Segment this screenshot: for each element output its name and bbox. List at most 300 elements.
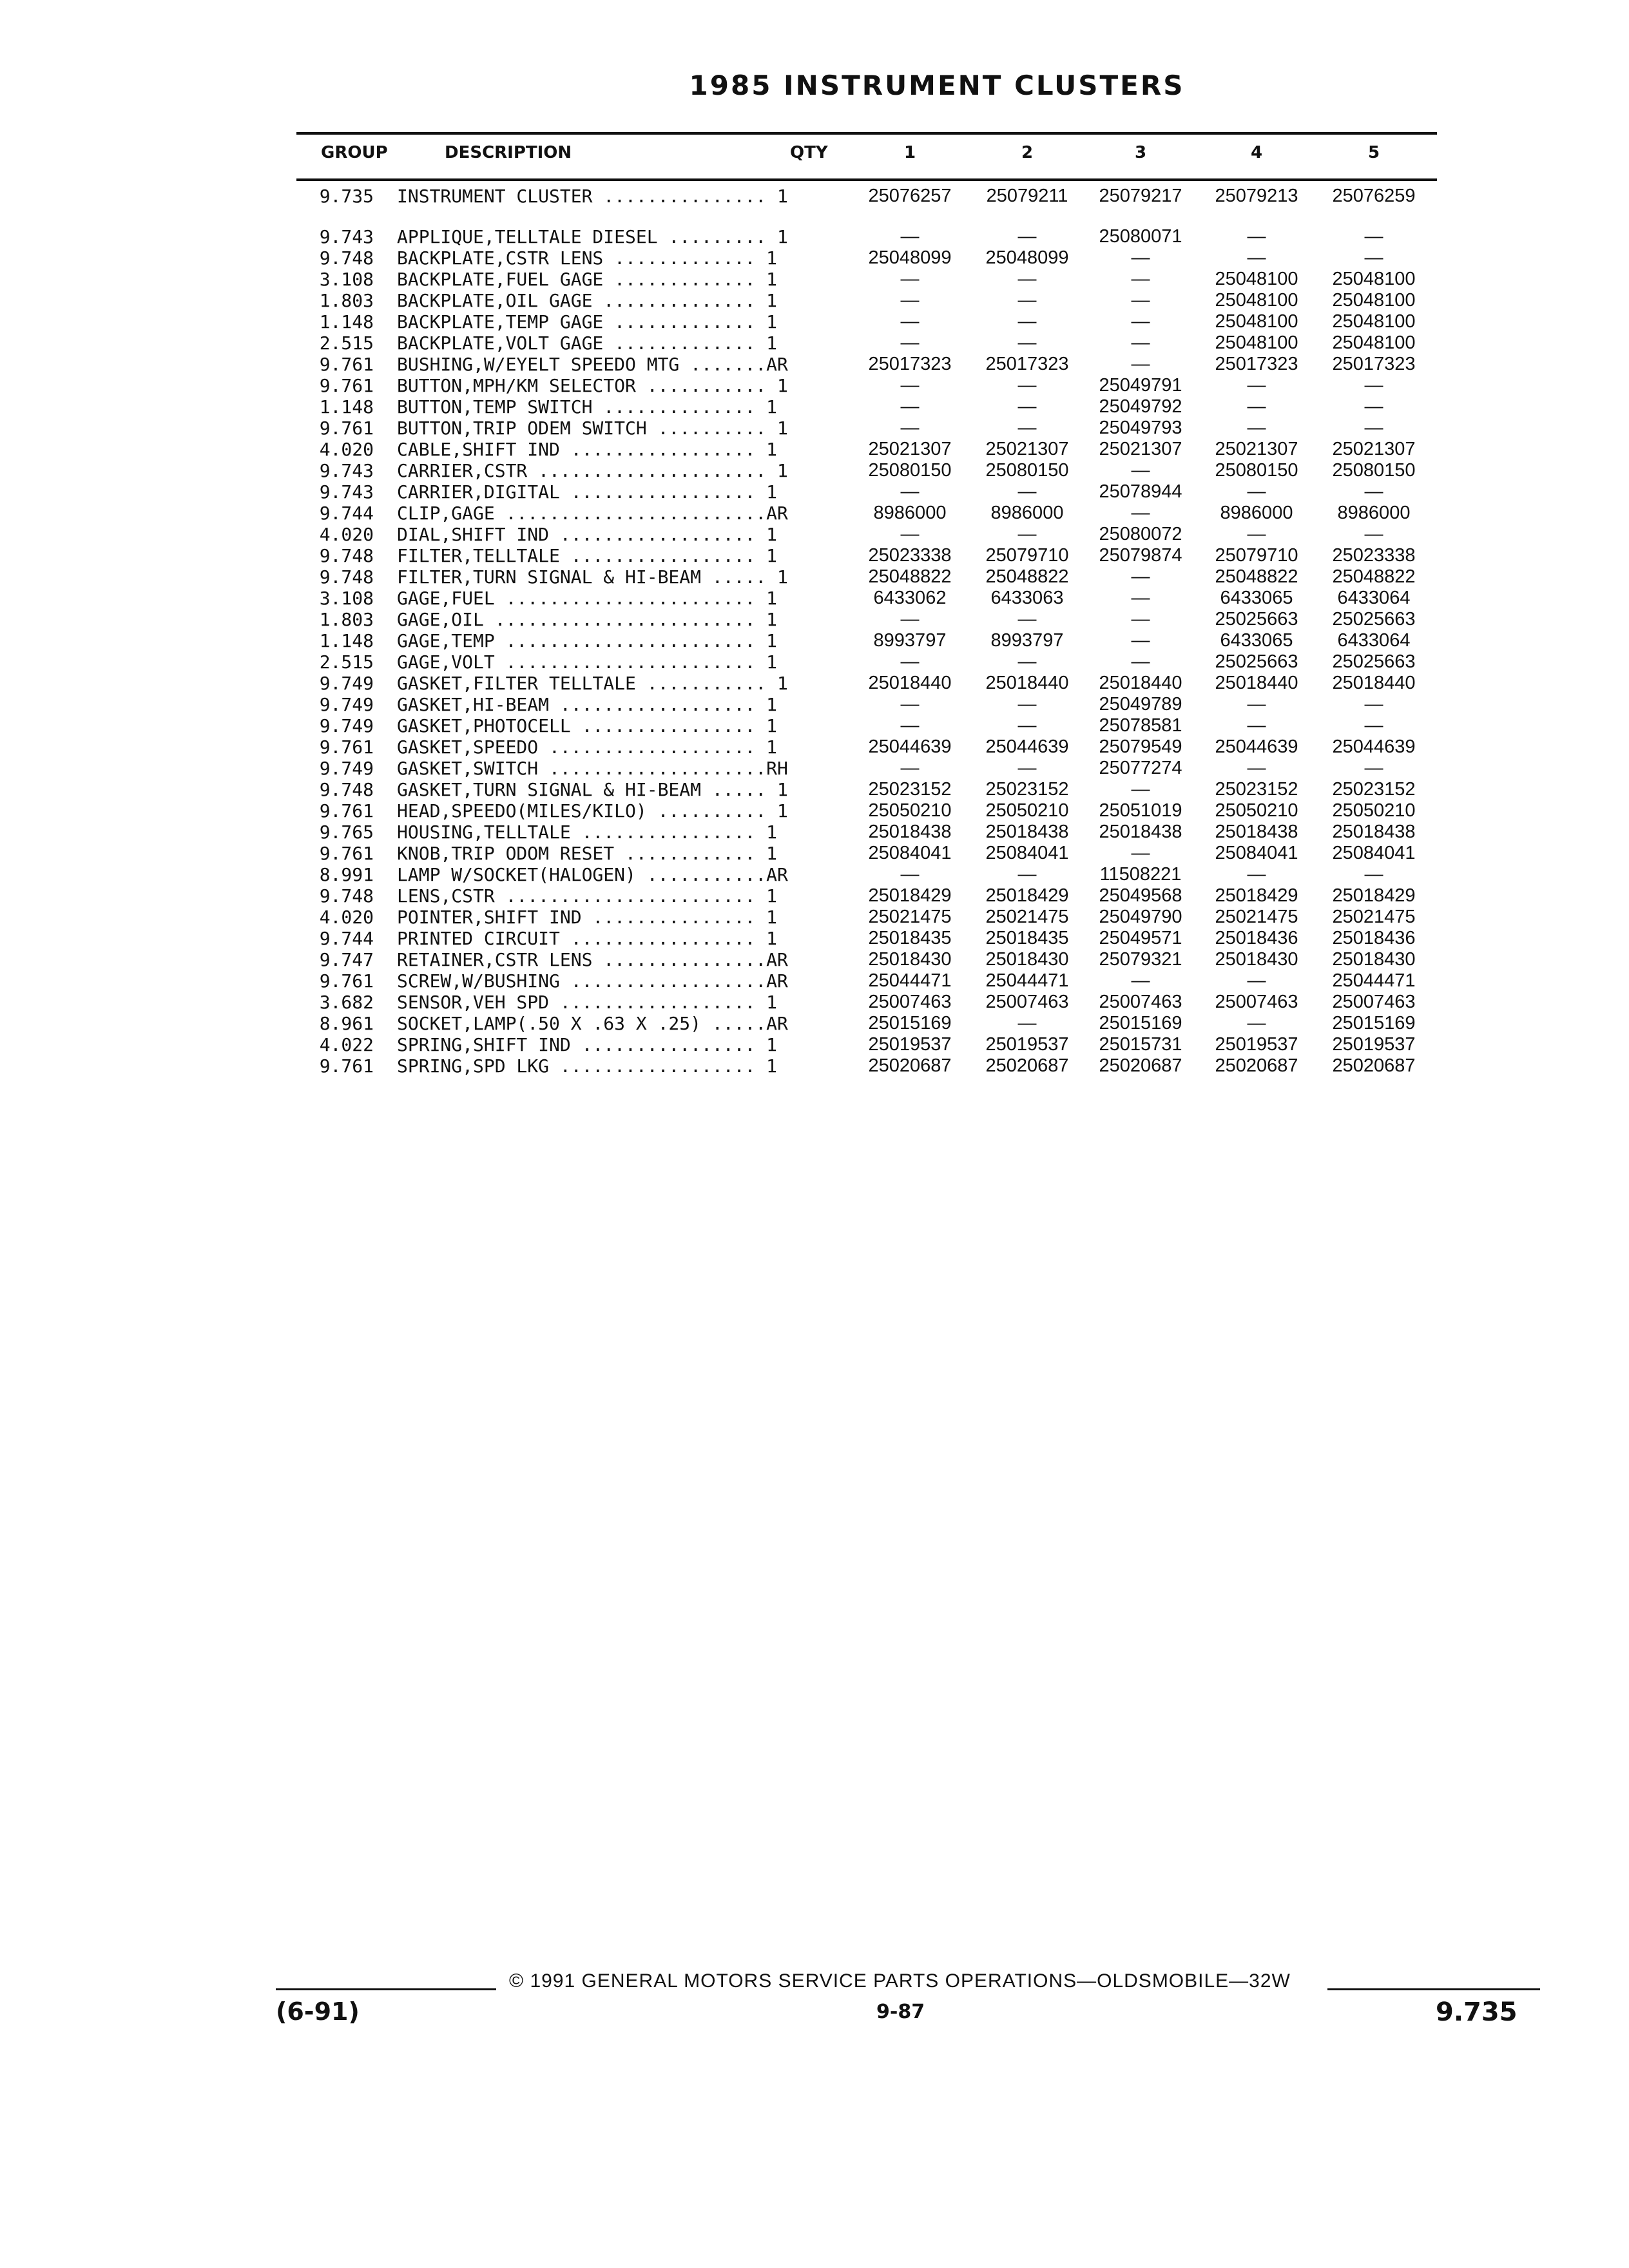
footer-group-number: 9.735 xyxy=(1436,1997,1518,2027)
part-number-col-4: 25018440 xyxy=(1215,673,1298,693)
part-number-col-3: — xyxy=(1131,651,1150,672)
part-number-col-1: 25044639 xyxy=(868,736,952,757)
part-number-col-4: 25048100 xyxy=(1215,269,1298,289)
group-number: 9.761 xyxy=(319,1055,374,1077)
part-number-col-2: 25050210 xyxy=(985,800,1069,821)
table-row xyxy=(0,1034,1629,1055)
part-number-col-1: 25007463 xyxy=(868,992,952,1012)
part-number-col-3: 25049789 xyxy=(1099,694,1182,715)
group-number: 1.148 xyxy=(319,630,374,651)
group-number: 9.743 xyxy=(319,460,374,481)
part-description: BUTTON,TRIP ODEM SWITCH .......... 1 xyxy=(397,418,788,439)
part-number-col-3: 25078581 xyxy=(1099,715,1182,736)
part-number-col-1: — xyxy=(900,758,920,778)
part-number-col-1: — xyxy=(900,269,920,289)
part-number-col-2: — xyxy=(1017,1013,1037,1033)
part-number-col-5: 25023338 xyxy=(1332,545,1416,566)
part-number-col-3: — xyxy=(1131,630,1150,651)
part-number-col-3: 25080071 xyxy=(1099,226,1182,247)
part-number-col-1: — xyxy=(900,290,920,311)
part-number-col-1: 25044471 xyxy=(868,970,952,991)
column-header-group: GROUP xyxy=(321,143,388,162)
part-number-col-5: 25025663 xyxy=(1332,651,1416,672)
group-number: 1.148 xyxy=(319,311,374,332)
table-row xyxy=(0,545,1629,566)
part-number-col-2: 25021307 xyxy=(985,439,1069,459)
part-number-col-4: 25084041 xyxy=(1215,843,1298,863)
group-number: 9.748 xyxy=(319,885,374,907)
part-number-col-3: — xyxy=(1131,970,1150,991)
part-number-col-1: — xyxy=(900,524,920,544)
part-number-col-3: — xyxy=(1131,354,1150,374)
part-number-col-2: — xyxy=(1017,758,1037,778)
part-number-col-2: 25079710 xyxy=(985,545,1069,566)
part-number-col-3: — xyxy=(1131,460,1150,481)
group-number: 8.991 xyxy=(319,864,374,885)
part-number-col-3: — xyxy=(1131,609,1150,629)
part-description: GAGE,VOLT ....................... 1 xyxy=(397,651,778,673)
part-number-col-2: — xyxy=(1017,418,1037,438)
part-description: CARRIER,DIGITAL ................. 1 xyxy=(397,481,778,503)
part-number-col-3: — xyxy=(1131,311,1150,332)
part-number-col-5: 25048100 xyxy=(1332,311,1416,332)
part-number-col-4: — xyxy=(1247,396,1266,417)
part-number-col-1: — xyxy=(900,864,920,885)
table-row xyxy=(0,460,1629,481)
column-header-3: 3 xyxy=(1134,143,1147,162)
part-number-col-3: 25007463 xyxy=(1099,992,1182,1012)
part-number-col-4: 25080150 xyxy=(1215,460,1298,481)
part-number-col-1: — xyxy=(900,481,920,502)
part-number-col-4: 25025663 xyxy=(1215,609,1298,629)
group-number: 9.748 xyxy=(319,779,374,800)
part-number-col-1: 25021475 xyxy=(868,907,952,927)
part-number-col-4: 25020687 xyxy=(1215,1055,1298,1076)
part-number-col-2: — xyxy=(1017,375,1037,396)
part-number-col-4: — xyxy=(1247,694,1266,715)
column-header-5: 5 xyxy=(1367,143,1380,162)
table-row xyxy=(0,949,1629,970)
part-number-col-4: 25021475 xyxy=(1215,907,1298,927)
part-number-col-1: 25023152 xyxy=(868,779,952,800)
part-number-col-2: — xyxy=(1017,651,1037,672)
part-number-col-3: — xyxy=(1131,247,1150,268)
part-number-col-1: 25018430 xyxy=(868,949,952,970)
part-number-col-5: 25044639 xyxy=(1332,736,1416,757)
group-number: 9.744 xyxy=(319,503,374,524)
part-number-col-5: 25023152 xyxy=(1332,779,1416,800)
part-number-col-4: 25018436 xyxy=(1215,928,1298,948)
column-header-description: DESCRIPTION xyxy=(445,143,572,162)
part-number-col-2: — xyxy=(1017,311,1037,332)
part-number-col-2: 25018438 xyxy=(985,822,1069,842)
part-number-col-3: — xyxy=(1131,290,1150,311)
part-number-col-3: 25049790 xyxy=(1099,907,1182,927)
part-number-col-1: 25018429 xyxy=(868,885,952,906)
part-number-col-5: 25048100 xyxy=(1332,269,1416,289)
part-number-col-5: 25050210 xyxy=(1332,800,1416,821)
table-row xyxy=(0,354,1629,375)
part-number-col-4: — xyxy=(1247,481,1266,502)
part-number-col-1: 8986000 xyxy=(873,503,947,523)
part-number-col-5: — xyxy=(1364,524,1383,544)
part-number-col-4: 25017323 xyxy=(1215,354,1298,374)
part-number-col-5: 25017323 xyxy=(1332,354,1416,374)
part-description: BACKPLATE,TEMP GAGE ............. 1 xyxy=(397,311,778,332)
part-number-col-2: — xyxy=(1017,609,1037,629)
table-row xyxy=(0,758,1629,779)
table-row xyxy=(0,843,1629,864)
part-number-col-4: 8986000 xyxy=(1220,503,1293,523)
table-row xyxy=(0,439,1629,460)
column-header-4: 4 xyxy=(1250,143,1263,162)
part-number-col-1: 25050210 xyxy=(868,800,952,821)
group-number: 9.761 xyxy=(319,354,374,375)
part-number-col-1: 25084041 xyxy=(868,843,952,863)
part-number-col-2: 25079211 xyxy=(986,186,1068,206)
part-description: SOCKET,LAMP(.50 X .63 X .25) .....AR xyxy=(397,1013,788,1034)
part-number-col-5: — xyxy=(1364,481,1383,502)
part-number-col-4: 25019537 xyxy=(1215,1034,1298,1055)
part-number-col-2: — xyxy=(1017,332,1037,353)
part-description: BACKPLATE,CSTR LENS ............. 1 xyxy=(397,247,778,269)
part-number-col-3: 25049793 xyxy=(1099,418,1182,438)
part-number-col-5: — xyxy=(1364,418,1383,438)
part-number-col-1: — xyxy=(900,651,920,672)
part-number-col-4: — xyxy=(1247,1013,1266,1033)
group-number: 1.148 xyxy=(319,396,374,418)
part-number-col-2: 25044471 xyxy=(985,970,1069,991)
part-number-col-1: 25076257 xyxy=(868,186,952,206)
part-number-col-4: — xyxy=(1247,524,1266,544)
part-number-col-1: 25018435 xyxy=(868,928,952,948)
part-number-col-5: 25025663 xyxy=(1332,609,1416,629)
group-number: 8.961 xyxy=(319,1013,374,1034)
part-number-col-4: 25048822 xyxy=(1215,566,1298,587)
group-number: 9.743 xyxy=(319,481,374,503)
table-row xyxy=(0,736,1629,758)
part-number-col-1: 25018438 xyxy=(868,822,952,842)
part-number-col-1: — xyxy=(900,694,920,715)
group-number: 4.020 xyxy=(319,907,374,928)
part-number-col-4: 25018430 xyxy=(1215,949,1298,970)
part-number-col-4: — xyxy=(1247,226,1266,247)
part-number-col-5: 6433064 xyxy=(1337,630,1411,651)
table-row xyxy=(0,694,1629,715)
group-number: 2.515 xyxy=(319,651,374,673)
part-number-col-2: 25044639 xyxy=(985,736,1069,757)
part-number-col-3: 25079874 xyxy=(1099,545,1182,566)
part-number-col-4: — xyxy=(1247,375,1266,396)
group-number: 3.682 xyxy=(319,992,374,1013)
part-number-col-2: 25020687 xyxy=(985,1055,1069,1076)
part-description: KNOB,TRIP ODOM RESET ............ 1 xyxy=(397,843,778,864)
group-number: 3.108 xyxy=(319,588,374,609)
part-description: INSTRUMENT CLUSTER ............... 1 xyxy=(397,186,788,207)
table-row xyxy=(0,186,1629,207)
part-number-col-2: 8993797 xyxy=(990,630,1064,651)
table-row xyxy=(0,1055,1629,1077)
table-row xyxy=(0,588,1629,609)
table-row xyxy=(0,779,1629,800)
part-description: BACKPLATE,VOLT GAGE ............. 1 xyxy=(397,332,778,354)
part-number-col-2: 25018435 xyxy=(985,928,1069,948)
part-number-col-5: — xyxy=(1364,758,1383,778)
part-description: GASKET,HI-BEAM .................. 1 xyxy=(397,694,778,715)
part-number-col-5: 25044471 xyxy=(1332,970,1416,991)
part-description: BACKPLATE,OIL GAGE .............. 1 xyxy=(397,290,778,311)
group-number: 9.761 xyxy=(319,843,374,864)
table-row xyxy=(0,247,1629,269)
header-top-rule xyxy=(296,132,1437,135)
table-row xyxy=(0,418,1629,439)
part-number-col-3: 25015731 xyxy=(1099,1034,1182,1055)
group-number: 9.744 xyxy=(319,928,374,949)
part-number-col-1: 25019537 xyxy=(868,1034,952,1055)
table-row xyxy=(0,1013,1629,1034)
part-number-col-4: 25044639 xyxy=(1215,736,1298,757)
part-number-col-4: — xyxy=(1247,864,1266,885)
part-description: BACKPLATE,FUEL GAGE ............. 1 xyxy=(397,269,778,290)
part-number-col-2: 25048099 xyxy=(985,247,1069,268)
part-number-col-3: 25080072 xyxy=(1099,524,1182,544)
part-number-col-2: 25084041 xyxy=(985,843,1069,863)
part-number-col-3: 25077274 xyxy=(1099,758,1182,778)
part-number-col-5: 25018430 xyxy=(1332,949,1416,970)
part-number-col-2: 25019537 xyxy=(985,1034,1069,1055)
part-description: SCREW,W/BUSHING ..................AR xyxy=(397,970,788,992)
part-number-col-2: 25018440 xyxy=(985,673,1069,693)
part-number-col-2: 25017323 xyxy=(985,354,1069,374)
part-number-col-2: — xyxy=(1017,226,1037,247)
table-row xyxy=(0,503,1629,524)
part-number-col-5: — xyxy=(1364,226,1383,247)
part-number-col-2: 6433063 xyxy=(990,588,1064,608)
part-number-col-3: — xyxy=(1131,503,1150,523)
part-number-col-2: — xyxy=(1017,290,1037,311)
part-description: LENS,CSTR ....................... 1 xyxy=(397,885,778,907)
part-description: FILTER,TELLTALE ................. 1 xyxy=(397,545,778,566)
part-number-col-2: 25023152 xyxy=(985,779,1069,800)
part-description: DIAL,SHIFT IND .................. 1 xyxy=(397,524,778,545)
part-number-col-1: 25020687 xyxy=(868,1055,952,1076)
group-number: 2.515 xyxy=(319,332,374,354)
part-number-col-2: — xyxy=(1017,864,1037,885)
part-number-col-1: 8993797 xyxy=(873,630,947,651)
part-number-col-1: 25048822 xyxy=(868,566,952,587)
part-description: SENSOR,VEH SPD .................. 1 xyxy=(397,992,778,1013)
part-description: CARRIER,CSTR ..................... 1 xyxy=(397,460,788,481)
part-number-col-3: — xyxy=(1131,843,1150,863)
part-number-col-1: — xyxy=(900,311,920,332)
part-description: HEAD,SPEEDO(MILES/KILO) .......... 1 xyxy=(397,800,788,822)
part-number-col-2: — xyxy=(1017,715,1037,736)
table-row xyxy=(0,481,1629,503)
part-number-col-5: — xyxy=(1364,396,1383,417)
group-number: 9.761 xyxy=(319,970,374,992)
part-number-col-3: 25079217 xyxy=(1099,186,1182,206)
group-number: 4.022 xyxy=(319,1034,374,1055)
part-number-col-4: 25048100 xyxy=(1215,311,1298,332)
part-number-col-5: 6433064 xyxy=(1337,588,1411,608)
part-number-col-3: — xyxy=(1131,566,1150,587)
part-number-col-4: — xyxy=(1247,418,1266,438)
part-number-col-4: — xyxy=(1247,715,1266,736)
part-number-col-1: 25015169 xyxy=(868,1013,952,1033)
part-number-col-5: — xyxy=(1364,715,1383,736)
part-number-col-4: 6433065 xyxy=(1220,630,1293,651)
table-row xyxy=(0,715,1629,736)
part-number-col-2: 25007463 xyxy=(985,992,1069,1012)
part-number-col-5: — xyxy=(1364,247,1383,268)
part-number-col-2: 25018430 xyxy=(985,949,1069,970)
part-number-col-3: 25049792 xyxy=(1099,396,1182,417)
part-number-col-1: 6433062 xyxy=(873,588,947,608)
group-number: 1.803 xyxy=(319,609,374,630)
part-description: BUTTON,MPH/KM SELECTOR ........... 1 xyxy=(397,375,788,396)
part-number-col-5: — xyxy=(1364,694,1383,715)
part-number-col-4: 25050210 xyxy=(1215,800,1298,821)
part-description: GAGE,TEMP ....................... 1 xyxy=(397,630,778,651)
part-number-col-3: 25021307 xyxy=(1099,439,1182,459)
part-number-col-4: 6433065 xyxy=(1220,588,1293,608)
part-number-col-4: 25079213 xyxy=(1215,186,1298,206)
part-number-col-5: 25020687 xyxy=(1332,1055,1416,1076)
table-row xyxy=(0,651,1629,673)
group-number: 9.748 xyxy=(319,566,374,588)
part-number-col-1: — xyxy=(900,332,920,353)
part-number-col-1: — xyxy=(900,396,920,417)
table-row xyxy=(0,524,1629,545)
part-description: CABLE,SHIFT IND ................. 1 xyxy=(397,439,778,460)
table-row xyxy=(0,800,1629,822)
footer-rule-left xyxy=(276,1988,496,1990)
part-number-col-1: 25018440 xyxy=(868,673,952,693)
group-number: 9.749 xyxy=(319,673,374,694)
part-number-col-2: — xyxy=(1017,269,1037,289)
part-number-col-1: — xyxy=(900,226,920,247)
part-number-col-5: 25018429 xyxy=(1332,885,1416,906)
table-row xyxy=(0,396,1629,418)
table-row xyxy=(0,992,1629,1013)
group-number: 9.761 xyxy=(319,736,374,758)
part-number-col-2: — xyxy=(1017,481,1037,502)
header-bottom-rule xyxy=(296,178,1437,181)
part-description: GAGE,OIL ........................ 1 xyxy=(397,609,778,630)
group-number: 9.743 xyxy=(319,226,374,247)
part-number-col-3: — xyxy=(1131,588,1150,608)
part-number-col-3: 25051019 xyxy=(1099,800,1182,821)
part-number-col-3: 25018440 xyxy=(1099,673,1182,693)
footer-rule-right xyxy=(1327,1988,1540,1990)
part-number-col-5: — xyxy=(1364,375,1383,396)
part-number-col-3: 25079321 xyxy=(1099,949,1182,970)
part-number-col-4: 25048100 xyxy=(1215,332,1298,353)
part-number-col-3: — xyxy=(1131,269,1150,289)
part-number-col-2: — xyxy=(1017,694,1037,715)
part-number-col-5: 25084041 xyxy=(1332,843,1416,863)
part-number-col-5: 25018438 xyxy=(1332,822,1416,842)
column-header-1: 1 xyxy=(903,143,916,162)
part-number-col-3: — xyxy=(1131,779,1150,800)
group-number: 9.765 xyxy=(319,822,374,843)
part-number-col-4: 25023152 xyxy=(1215,779,1298,800)
part-description: CLIP,GAGE ........................AR xyxy=(397,503,788,524)
part-number-col-2: 25080150 xyxy=(985,460,1069,481)
part-number-col-1: — xyxy=(900,715,920,736)
part-description: GASKET,FILTER TELLTALE ........... 1 xyxy=(397,673,788,694)
part-number-col-3: 11508221 xyxy=(1099,864,1182,885)
part-number-col-5: 25048100 xyxy=(1332,332,1416,353)
part-description: HOUSING,TELLTALE ................ 1 xyxy=(397,822,778,843)
part-number-col-4: 25018429 xyxy=(1215,885,1298,906)
part-description: LAMP W/SOCKET(HALOGEN) ...........AR xyxy=(397,864,788,885)
part-number-col-4: — xyxy=(1247,970,1266,991)
table-row xyxy=(0,885,1629,907)
table-row xyxy=(0,673,1629,694)
group-number: 9.749 xyxy=(319,758,374,779)
table-row xyxy=(0,609,1629,630)
part-number-col-5: 25048100 xyxy=(1332,290,1416,311)
part-number-col-5: 25015169 xyxy=(1332,1013,1416,1033)
part-number-col-4: 25048100 xyxy=(1215,290,1298,311)
part-number-col-2: 25048822 xyxy=(985,566,1069,587)
group-number: 1.803 xyxy=(319,290,374,311)
part-number-col-3: 25020687 xyxy=(1099,1055,1182,1076)
part-number-col-1: — xyxy=(900,609,920,629)
table-row xyxy=(0,822,1629,843)
table-row xyxy=(0,970,1629,992)
part-number-col-5: 25018440 xyxy=(1332,673,1416,693)
group-number: 3.108 xyxy=(319,269,374,290)
page-title: 1985 INSTRUMENT CLUSTERS xyxy=(689,70,1185,101)
part-number-col-2: — xyxy=(1017,396,1037,417)
group-number: 9.749 xyxy=(319,715,374,736)
group-number: 9.761 xyxy=(319,375,374,396)
group-number: 9.748 xyxy=(319,247,374,269)
group-number: 9.747 xyxy=(319,949,374,970)
part-number-col-4: 25025663 xyxy=(1215,651,1298,672)
part-number-col-5: 25021475 xyxy=(1332,907,1416,927)
group-number: 9.748 xyxy=(319,545,374,566)
group-number: 9.761 xyxy=(319,800,374,822)
table-row xyxy=(0,290,1629,311)
group-number: 4.020 xyxy=(319,524,374,545)
table-row xyxy=(0,269,1629,290)
part-number-col-3: 25049791 xyxy=(1099,375,1182,396)
part-number-col-2: — xyxy=(1017,524,1037,544)
group-number: 4.020 xyxy=(319,439,374,460)
part-number-col-4: 25018438 xyxy=(1215,822,1298,842)
table-row xyxy=(0,226,1629,247)
part-description: GASKET,PHOTOCELL ................ 1 xyxy=(397,715,778,736)
table-row xyxy=(0,311,1629,332)
part-description: POINTER,SHIFT IND ............... 1 xyxy=(397,907,778,928)
part-description: SPRING,SPD LKG .................. 1 xyxy=(397,1055,778,1077)
footer-revision-date: (6-91) xyxy=(276,1997,360,2026)
column-header-qty: QTY xyxy=(790,143,828,162)
part-number-col-5: 25080150 xyxy=(1332,460,1416,481)
part-number-col-4: 25007463 xyxy=(1215,992,1298,1012)
part-number-col-3: 25078944 xyxy=(1099,481,1182,502)
part-number-col-1: 25048099 xyxy=(868,247,952,268)
part-description: FILTER,TURN SIGNAL & HI-BEAM ..... 1 xyxy=(397,566,788,588)
table-row xyxy=(0,630,1629,651)
part-number-col-5: 25007463 xyxy=(1332,992,1416,1012)
part-number-col-3: 25079549 xyxy=(1099,736,1182,757)
part-number-col-4: — xyxy=(1247,758,1266,778)
part-number-col-1: 25080150 xyxy=(868,460,952,481)
